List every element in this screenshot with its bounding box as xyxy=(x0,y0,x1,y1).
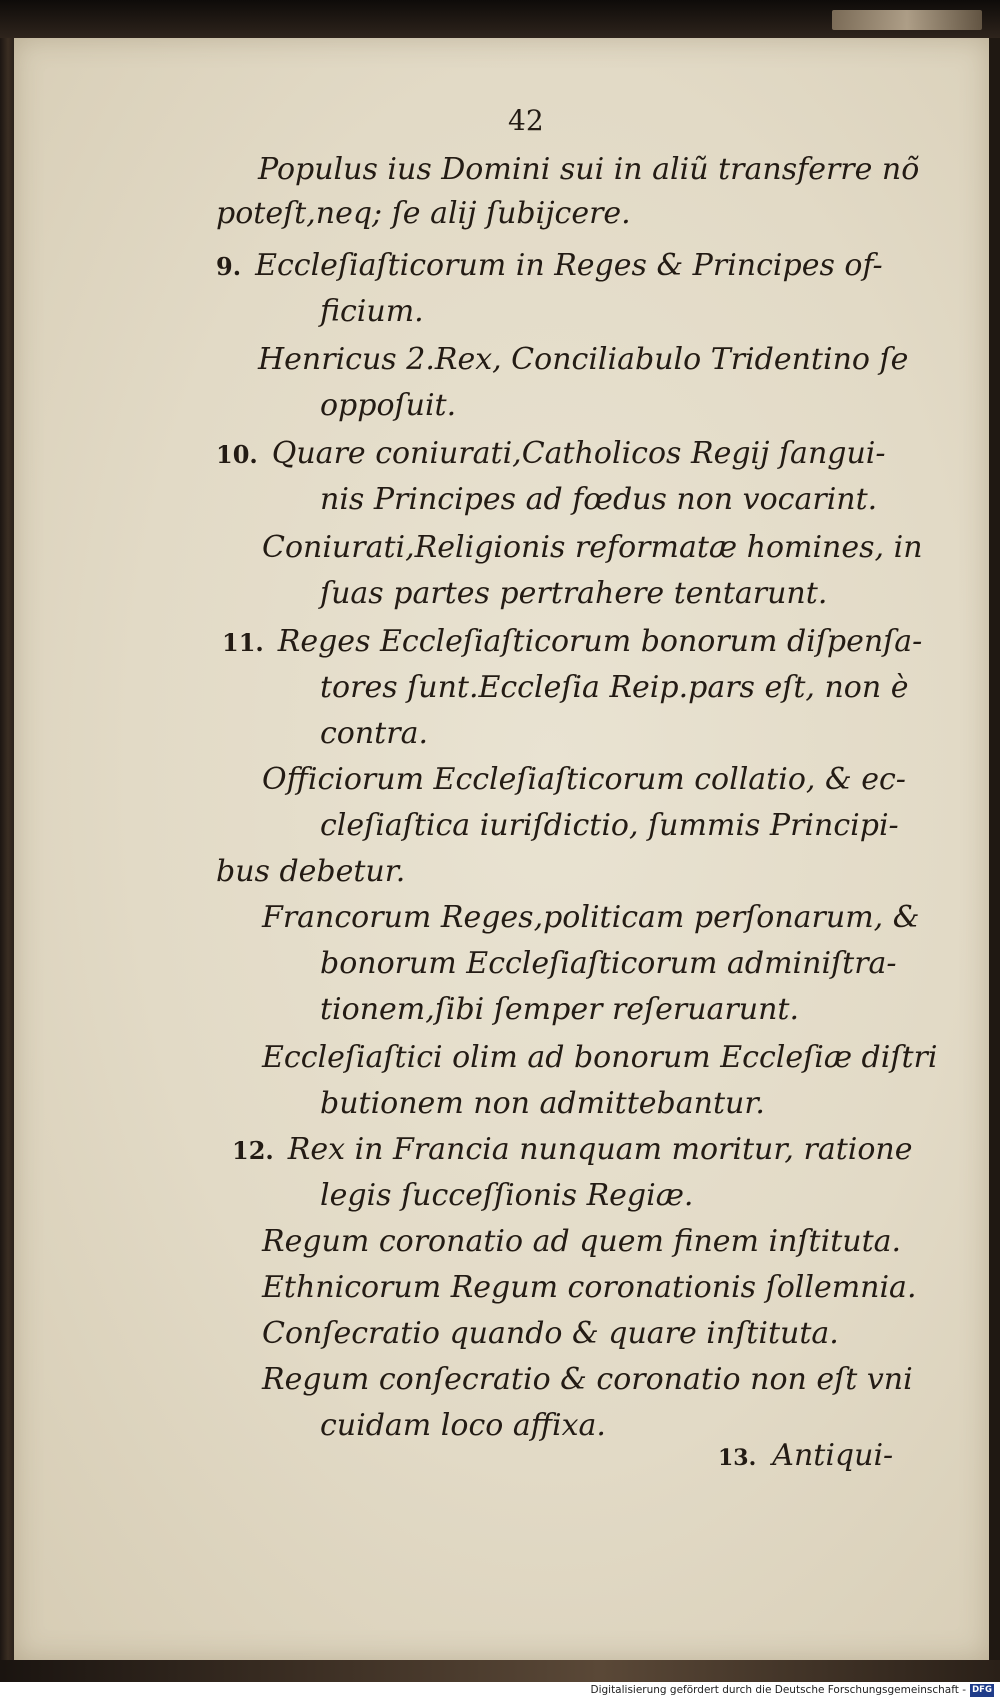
entry-text: Quare coniurati,Catholicos Regij ſangui- xyxy=(271,436,886,471)
entry-number: 12. xyxy=(232,1136,274,1165)
catchword xyxy=(718,1438,893,1473)
entry-text: Eccleſiaſticorum in Reges & Principes of- xyxy=(255,248,883,283)
entry-line: legis ſucceſſionis Regiæ. xyxy=(320,1178,694,1213)
entry-line: Populus ius Domini sui in aliũ transferre nõ xyxy=(258,152,920,187)
funding-credit: Digitalisierung gefördert durch die Deutsche Forschungsgemeinschaft - xyxy=(590,1684,966,1696)
entry-line: Regum coronatio ad quem finem inſtituta. xyxy=(262,1224,902,1259)
page-number: 42 xyxy=(508,104,544,137)
entry-line: cuidam loco affixa. xyxy=(320,1408,606,1443)
entry-line: bonorum Eccleſiaſticorum adminiſtra- xyxy=(320,946,897,981)
entry-line: cleſiaſtica iuriſdictio, ſummis Principi- xyxy=(320,808,899,843)
dfg-logo: DFG xyxy=(970,1684,994,1697)
entry-line: Regum conſecratio & coronatio non eſt vni xyxy=(262,1362,913,1397)
entry-number: 9. xyxy=(216,252,242,281)
entry-number: 10. xyxy=(216,440,258,469)
entry-line: ſuas partes pertrahere tentarunt. xyxy=(320,576,828,611)
scan-bottom-edge xyxy=(0,1660,1000,1682)
entry-line: tores ſunt.Eccleſia Reip.pars eſt, non è xyxy=(320,670,909,705)
catchword-text: Antiqui- xyxy=(772,1438,894,1473)
entry-text: Rex in Francia nunquam moritur, ratione xyxy=(287,1132,913,1167)
entry-line xyxy=(222,624,922,659)
entry-line: tionem,ſibi ſemper reſeruarunt. xyxy=(320,992,800,1027)
catchword-number: 13. xyxy=(718,1445,757,1471)
funding-footer xyxy=(0,1682,1000,1700)
entry-line: butionem non admittebantur. xyxy=(320,1086,765,1121)
entry-line: Officiorum Eccleſiaſticorum collatio, & ec- xyxy=(262,762,906,797)
entry-line xyxy=(232,1132,913,1167)
entry-line: Francorum Reges,politicam perſonarum, & xyxy=(262,900,920,935)
entry-line: poteſt,neq; ſe alij ſubijcere. xyxy=(216,196,631,231)
scan-top-edge xyxy=(0,0,1000,38)
entry-line: ficium. xyxy=(320,294,424,329)
entry-line: Henricus 2.Rex, Conciliabulo Tridentino ſe xyxy=(258,342,909,377)
entry-line: Eccleſiaſtici olim ad bonorum Eccleſiæ diſtri xyxy=(262,1040,938,1075)
entry-line: contra. xyxy=(320,716,429,751)
entry-line: Conſecratio quando & quare inſtituta. xyxy=(262,1316,839,1351)
entry-line: Coniurati,Religionis reformatæ homines, in xyxy=(262,530,923,565)
entry-line xyxy=(216,436,886,471)
entry-number: 11. xyxy=(222,628,264,657)
entry-line: bus debetur. xyxy=(216,854,406,889)
entry-line xyxy=(216,248,883,283)
entry-line: nis Principes ad fœdus non vocarint. xyxy=(320,482,878,517)
entry-text: Reges Eccleſiaſticorum bonorum diſpenſa- xyxy=(277,624,923,659)
entry-line: oppoſuit. xyxy=(320,388,457,423)
binding-fragment xyxy=(832,10,982,30)
entry-line: Ethnicorum Regum coronationis ſollemnia. xyxy=(262,1270,917,1305)
